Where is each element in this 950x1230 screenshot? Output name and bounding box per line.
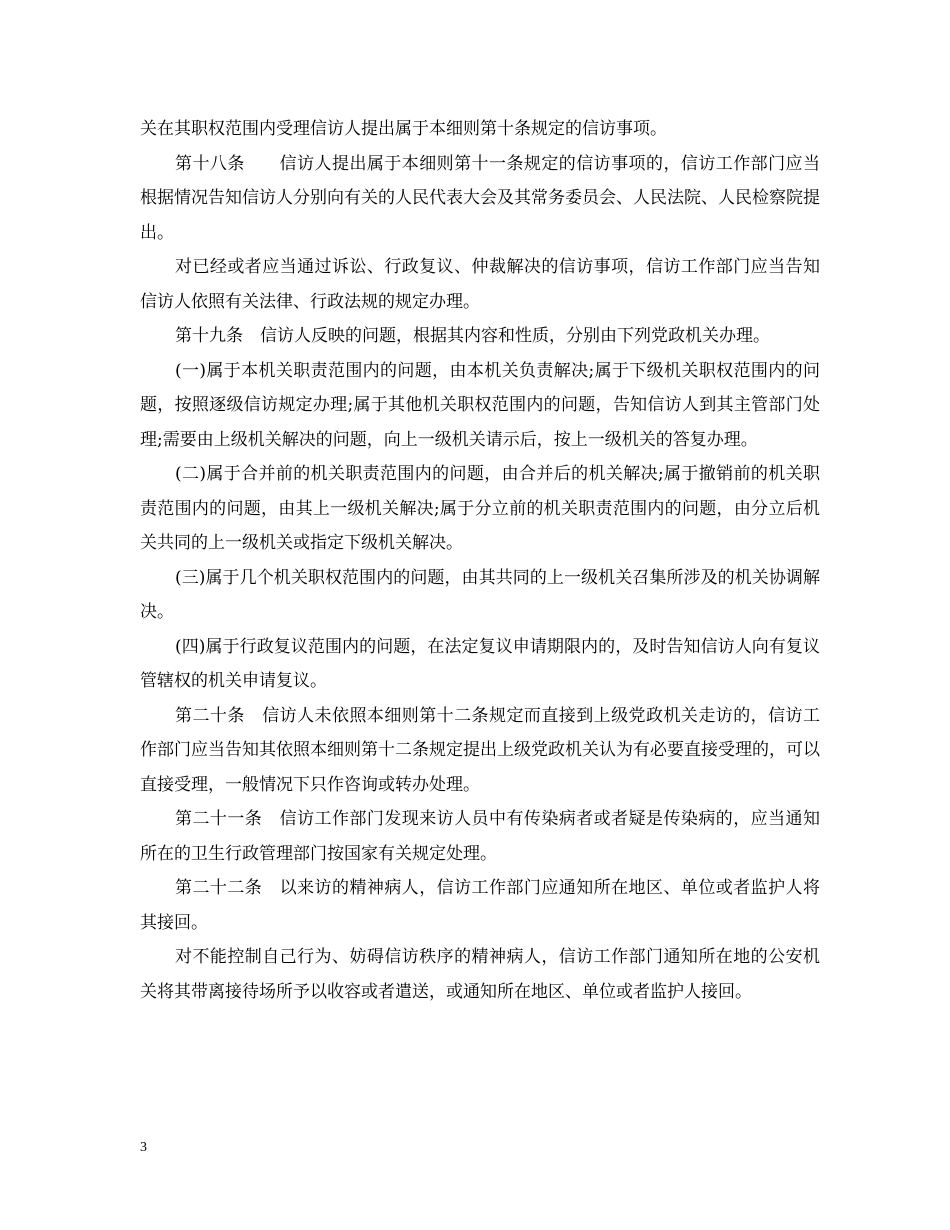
paragraph-article-22: 第二十二条 以来访的精神病人，信访工作部门应通知所在地区、单位或者监护人将其接回。	[140, 878, 820, 933]
paragraph-article-19-item-4: (四)属于行政复议范围内的问题，在法定复议申请期限内的，及时告知信访人向有复议管辖权的机关申请复议。	[140, 636, 820, 691]
paragraph-article-19-item-3: (三)属于几个机关职权范围内的问题，由其共同的上一级机关召集所涉及的机关协调解决。	[140, 567, 820, 622]
paragraph-article-20: 第二十条 信访人未依照本细则第十二条规定而直接到上级党政机关走访的，信访工作部门应当告知其依照本细则第十二条规定提出上级党政机关认为有必要直接受理的，可以直接受理，一般情况下只作咨询或转办处理。	[140, 705, 820, 795]
paragraph-article-19: 第十九条 信访人反映的问题，根据其内容和性质，分别由下列党政机关办理。	[175, 326, 770, 346]
paragraph-continuation: 关在其职权范围内受理信访人提出属于本细则第十条规定的信访事项。	[140, 119, 667, 139]
document-body	[140, 112, 820, 1009]
paragraph-article-18: 第十八条 信访人提出属于本细则第十一条规定的信访事项的，信访工作部门应当根据情况告知信访人分别向有关的人民代表大会及其常务委员会、人民法院、人民检察院提出。	[140, 153, 820, 243]
page-number: 3	[140, 1140, 147, 1155]
paragraph-article-19-item-1: (一)属于本机关职责范围内的问题，由本机关负责解决;属于下级机关职权范围内的问题，按照逐级信访规定办理;属于其他机关职权范围内的问题，告知信访人到其主管部门处理;需要由上级机关解决的问题，向上一级机关请示后，按上一级机关的答复办理。	[140, 360, 820, 450]
paragraph-article-21: 第二十一条 信访工作部门发现来访人员中有传染病者或者疑是传染病的，应当通知所在的卫生行政管理部门按国家有关规定处理。	[140, 809, 820, 864]
paragraph-article-22-supplement: 对不能控制自己行为、妨碍信访秩序的精神病人，信访工作部门通知所在地的公安机关将其带离接待场所予以收容或者遣送，或通知所在地区、单位或者监护人接回。	[140, 947, 820, 1002]
paragraph-article-19-item-2: (二)属于合并前的机关职责范围内的问题，由合并后的机关解决;属于撤销前的机关职责范围内的问题，由其上一级机关解决;属于分立前的机关职责范围内的问题，由分立后机关共同的上一级机关或指定下级机关解决。	[140, 464, 820, 553]
paragraph-article-18-supplement: 对已经或者应当通过诉讼、行政复议、仲裁解决的信访事项，信访工作部门应当告知信访人依照有关法律、行政法规的规定办理。	[140, 257, 820, 312]
